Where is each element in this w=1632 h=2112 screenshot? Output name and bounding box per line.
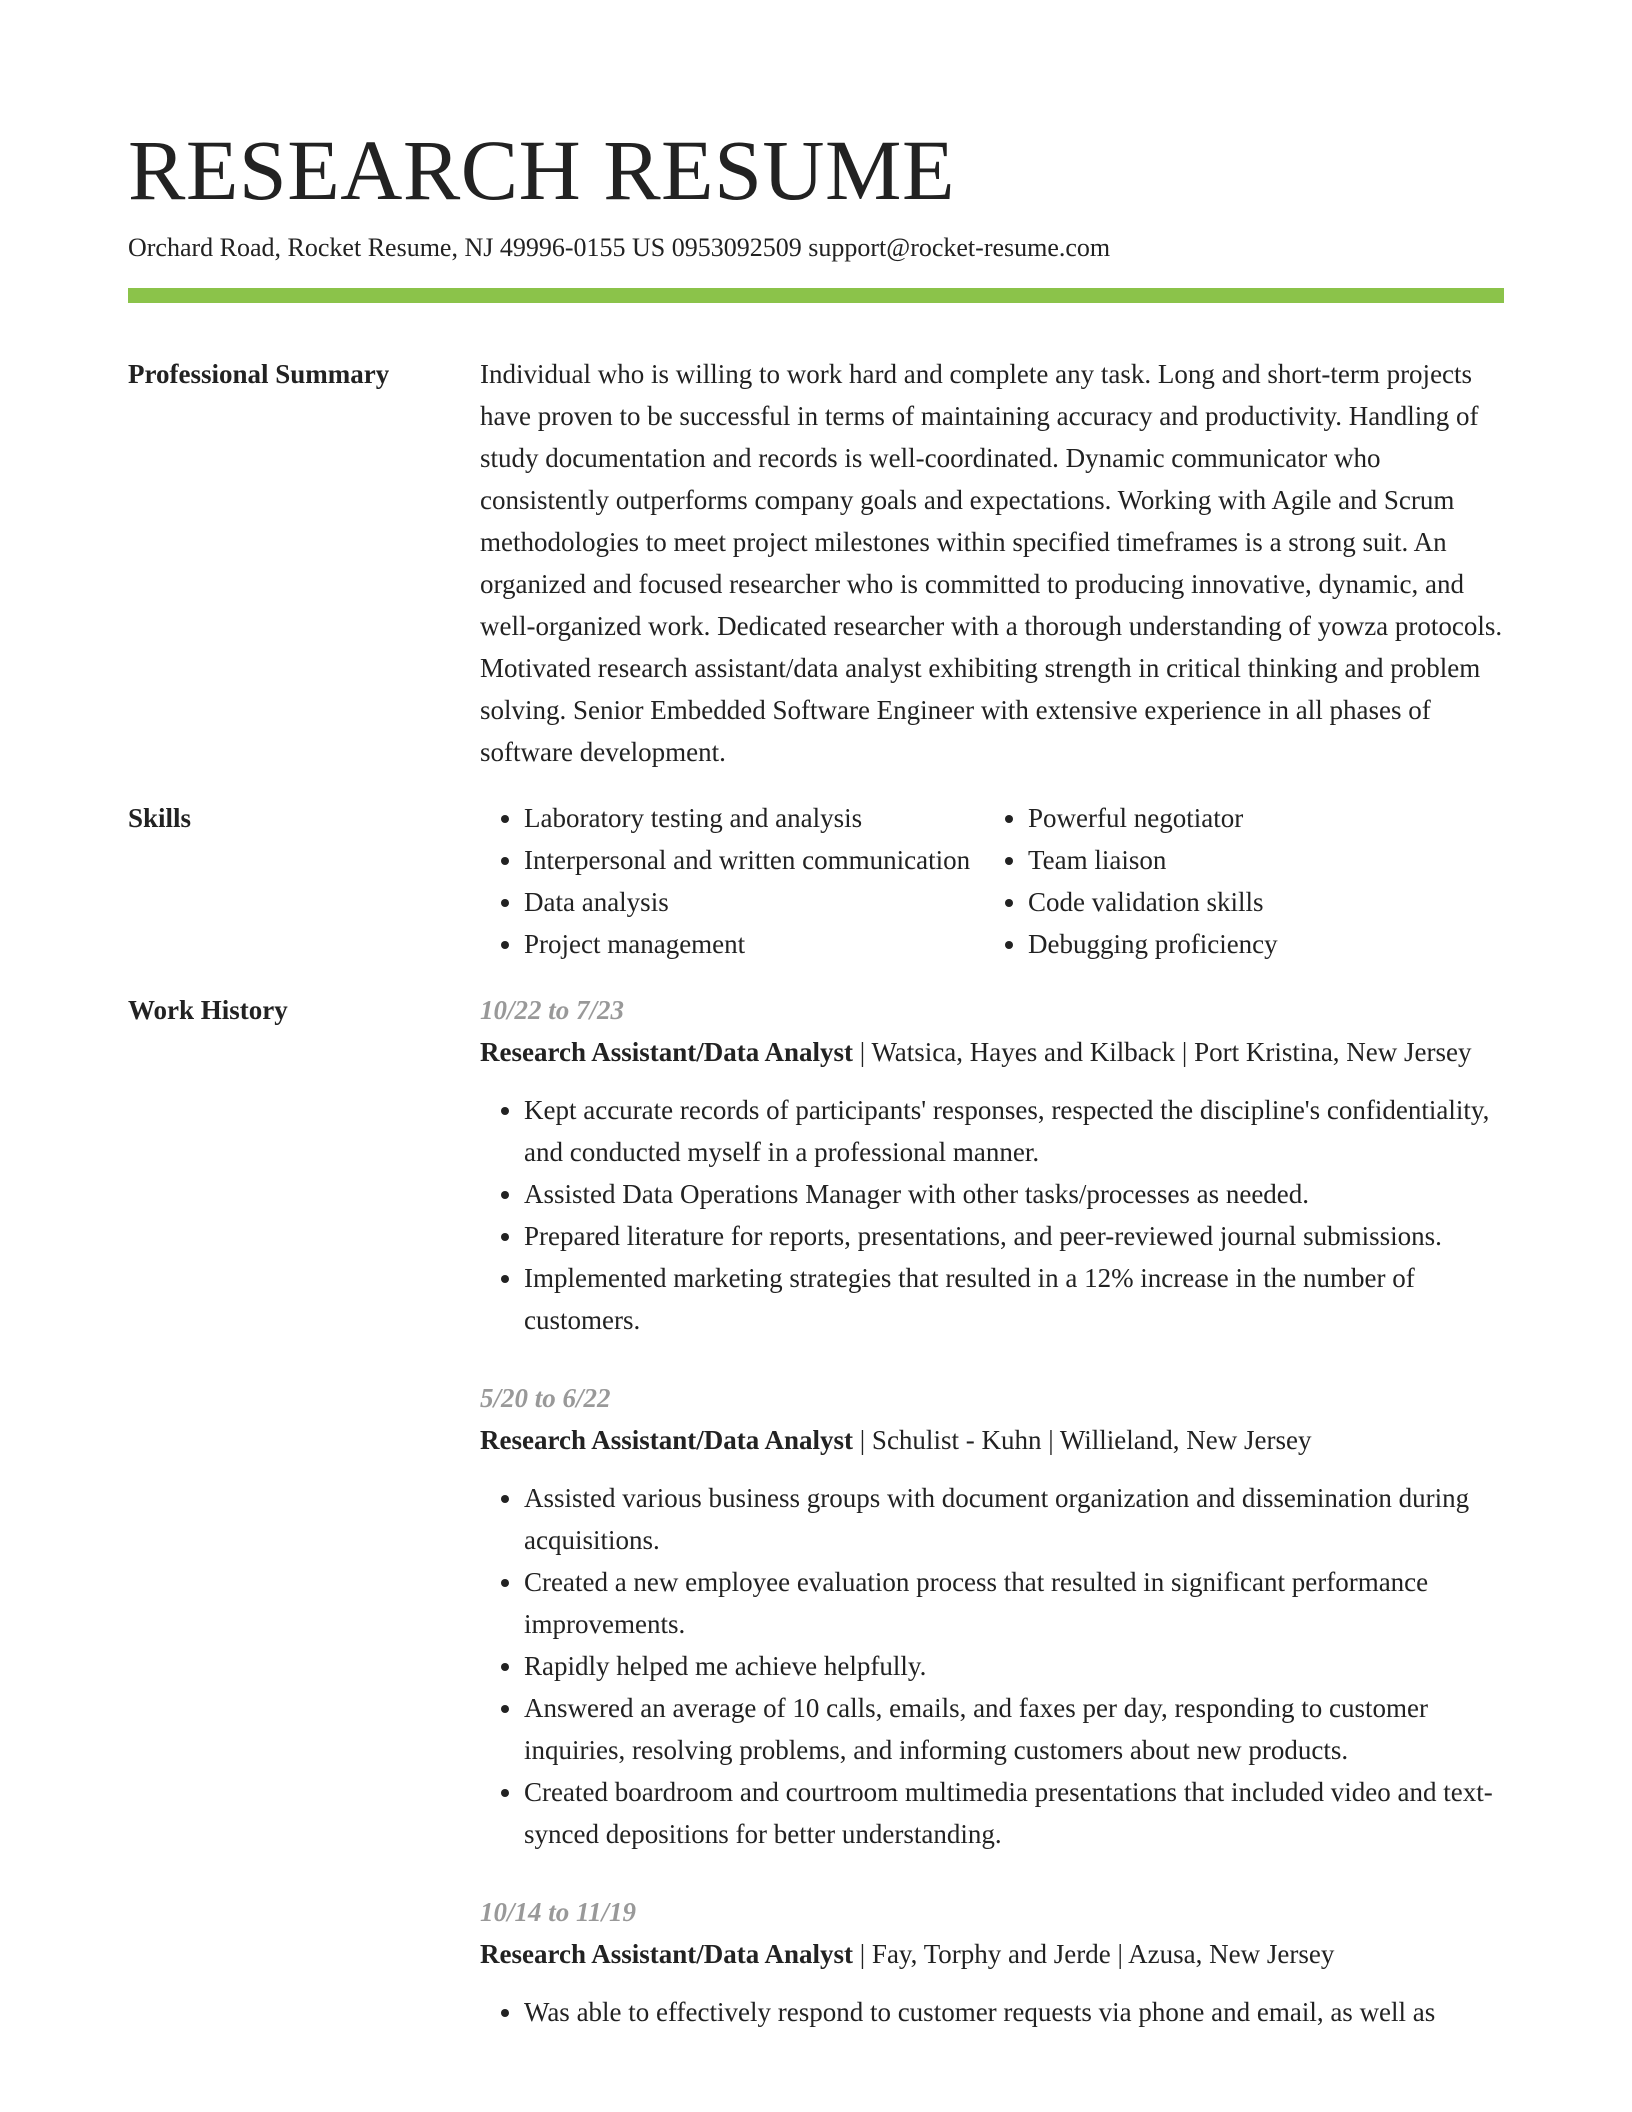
contact-line: Orchard Road, Rocket Resume, NJ 49996-0155 US 0953092509 support@rocket-resume.com [128,233,1111,262]
job-details: | Watsica, Hayes and Kilback | Port Kristina, New Jersey [853,1037,1472,1067]
skill-item: • Laboratory testing and analysis [524,797,984,839]
job-title: Research Assistant/Data Analyst [480,1425,854,1455]
job-bullet: • Rapidly helped me achieve helpfully. [524,1645,1504,1687]
job-bullet: • Assisted various business groups with document organization and dissemination during acquisitions. [524,1477,1504,1561]
job-header [480,1031,1504,1073]
job-bullet: • Kept accurate records of participants' responses, respected the discipline's confidentiality, and conducted myself in a professional manner. [524,1089,1504,1173]
skill-item: • Project management [524,923,984,965]
skill-item: • Debugging proficiency [1028,923,1504,965]
skill-item: • Code validation skills [1028,881,1504,923]
job-dates: 5/20 to 6/22 [480,1383,611,1413]
job-bullet: • Prepared literature for reports, presentations, and peer-reviewed journal submissions. [524,1215,1504,1257]
job-title: Research Assistant/Data Analyst [480,1037,854,1067]
job-details: | Fay, Torphy and Jerde | Azusa, New Jersey [853,1939,1335,1969]
summary-text: Individual who is willing to work hard and complete any task. Long and short-term projects have proven to be successful in terms of maintaining accuracy and productivity. Handling of study documentation and records is well-coordinated. Dynamic communicator who consistently outperforms company goals and expectations. Working with Agile and Scrum methodologies to meet project milestones within specified timeframes is a strong suit. An organized and focused researcher who is committed to producing innovative, dynamic, and well-organized work. Dedicated researcher with a thorough understanding of yowza protocols. Motivated research assistant/data analyst exhibiting strength in critical thinking and problem solving. Senior Embedded Software Engineer with extensive experience in all phases of software development. [480,359,1503,767]
resume-name: RESEARCH RESUME [128,122,956,218]
job-header [480,1933,1504,1975]
skills-heading: Skills [128,803,192,833]
job-bullet: • Answered an average of 10 calls, emails, and faxes per day, responding to customer inquiries, resolving problems, and informing customers about new products. [524,1687,1504,1771]
job-entry [480,1891,1504,2033]
job-entry [480,989,1504,1341]
job-header [480,1419,1504,1461]
skill-item: • Powerful negotiator [1028,797,1504,839]
job-bullet: • Implemented marketing strategies that resulted in a 12% increase in the number of customers. [524,1257,1504,1341]
skill-item: • Team liaison [1028,839,1504,881]
job-bullets [480,1477,1504,1855]
job-details: | Schulist - Kuhn | Willieland, New Jersey [853,1425,1312,1455]
header-divider [128,288,1504,303]
job-bullet: • Created a new employee evaluation process that resulted in significant performance improvements. [524,1561,1504,1645]
job-title: Research Assistant/Data Analyst [480,1939,854,1969]
job-bullet: • Was able to effectively respond to customer requests via phone and email, as well as [524,1991,1504,2033]
skill-item: • Data analysis [524,881,984,923]
job-entry [480,1377,1504,1855]
work-history-heading: Work History [128,995,288,1025]
skills-section [128,797,1504,965]
skill-item: • Interpersonal and written communication [524,839,984,881]
job-bullets [480,1991,1504,2033]
job-dates: 10/14 to 11/19 [480,1897,637,1927]
summary-section [128,353,1504,773]
job-bullets [480,1089,1504,1341]
job-bullet: • Created boardroom and courtroom multimedia presentations that included video and text-synced depositions for better understanding. [524,1771,1504,1855]
work-history-section [128,989,1504,2069]
job-dates: 10/22 to 7/23 [480,995,625,1025]
skills-list-right [984,797,1504,965]
job-bullet: • Assisted Data Operations Manager with other tasks/processes as needed. [524,1173,1504,1215]
skills-list-left [480,797,984,965]
resume-page [128,120,1504,2069]
summary-heading: Professional Summary [128,359,390,389]
